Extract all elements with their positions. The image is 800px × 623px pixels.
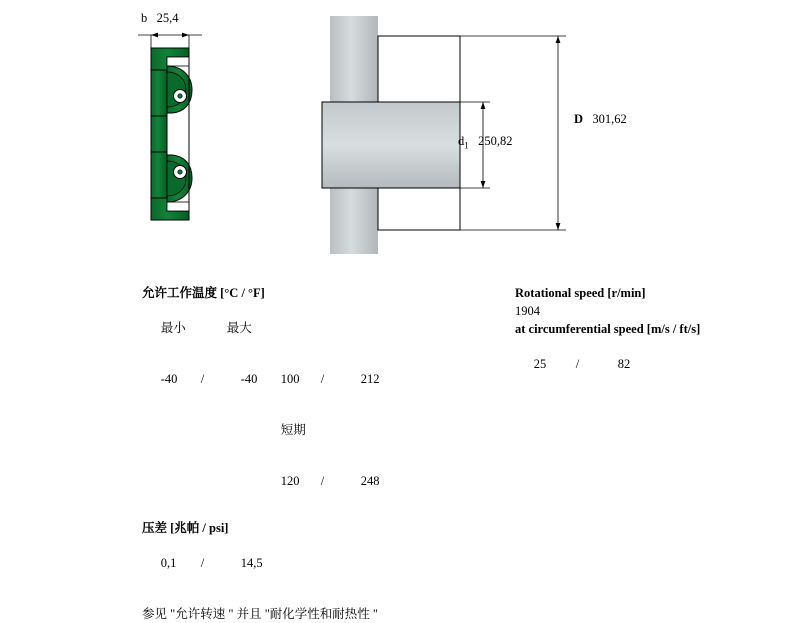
rotational-speed-value: 1904 [515, 304, 540, 318]
seal-cross-section-drawing [110, 8, 310, 258]
pressure-psi: 14,5 [240, 556, 263, 570]
temp-sep-2: / [320, 372, 325, 386]
circumferential-speed-header: at circumferential speed [m/s / ft/s] [515, 322, 701, 336]
temp-max-c: 100 [280, 372, 300, 386]
temp-short-c: 120 [280, 474, 300, 488]
inner-diameter-value: 250,82 [478, 134, 513, 148]
temperature-min-label: 最小 [160, 321, 186, 335]
circumferential-speed-values-row [515, 339, 785, 390]
temperature-max-label: 最大 [226, 321, 252, 335]
seal-width-dimension [141, 11, 179, 26]
inner-diameter-dimension [458, 134, 513, 151]
seal-width-symbol: b [141, 11, 148, 25]
temp-short-sep: / [320, 474, 325, 488]
outer-diameter-symbol: D [574, 112, 584, 126]
temperature-shortterm-row [142, 405, 472, 456]
speed-block [515, 285, 785, 390]
circ-speed-sep: / [575, 357, 580, 371]
temp-max-f: 212 [360, 372, 380, 386]
temp-min-c: -40 [160, 372, 178, 386]
rotational-speed-header: Rotational speed [r/min] [515, 286, 646, 300]
outer-diameter-value: 301,62 [592, 112, 627, 126]
temp-min-f: -40 [240, 372, 258, 386]
circ-speed-fts: 82 [617, 357, 631, 371]
temp-sep-1: / [200, 372, 205, 386]
operating-conditions-block [142, 285, 472, 623]
temperature-shortterm-values-row [142, 456, 472, 507]
temp-shortterm-label: 短期 [280, 423, 306, 437]
pressure-sep: / [200, 556, 205, 570]
pressure-mpa: 0,1 [160, 556, 177, 570]
outer-diameter-dimension [574, 112, 627, 127]
circ-speed-ms: 25 [533, 357, 547, 371]
temp-short-f: 248 [360, 474, 380, 488]
inner-diameter-subscript: 1 [464, 140, 469, 151]
inner-diameter-symbol: d [458, 134, 465, 148]
shaft-housing-drawing [320, 8, 620, 258]
pressure-header: 压差 [兆帕 / psi] [142, 521, 229, 535]
temperature-header: 允许工作温度 [°C / °F] [142, 286, 265, 300]
seal-width-value: 25,4 [156, 11, 179, 25]
pressure-values-row [142, 538, 472, 589]
temperature-minmax-row [142, 303, 472, 354]
temperature-values-row [142, 354, 472, 405]
reference-note: 参见 "允许转速 " 并且 "耐化学性和耐热性 " [142, 607, 379, 621]
